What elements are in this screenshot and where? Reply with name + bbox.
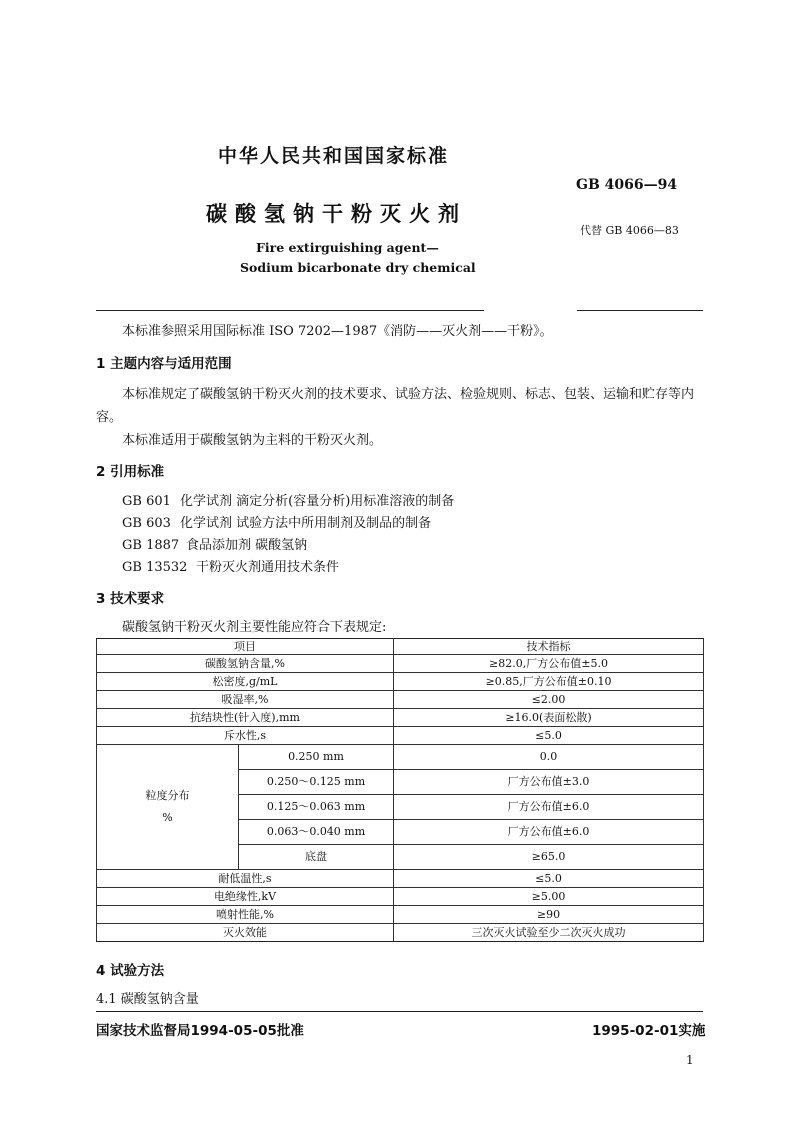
reference-item <box>122 556 339 575</box>
document-title: 碳酸氢钠干粉灭火剂 <box>206 202 467 226</box>
section-4-1-heading: 4.1 碳酸氢钠含量 <box>96 992 199 1007</box>
item-cell: 抗结块性(针入度),mm <box>97 709 394 727</box>
reference-code: GB 601 <box>122 494 171 509</box>
section-3-heading: 3 技术要求 <box>96 591 165 607</box>
english-title-line-1: Fire extirguishing agent— <box>256 240 439 255</box>
table-row <box>97 727 704 745</box>
reference-title: 食品添加剂 碳酸氢钠 <box>186 538 308 553</box>
spec-cell: ≥16.0(表面松散) <box>394 709 704 727</box>
standard-number: GB 4066—94 <box>576 177 678 193</box>
spec-cell: ≥5.00 <box>394 888 704 906</box>
size-cell: 底盘 <box>239 845 394 870</box>
footer-rule <box>96 1011 703 1012</box>
particle-unit-text: % <box>162 811 173 824</box>
technical-requirements-table <box>96 638 704 942</box>
table-row <box>97 691 704 709</box>
header-rule-right <box>577 310 703 311</box>
item-cell: 松密度,g/mL <box>97 673 394 691</box>
reference-item <box>122 490 454 509</box>
reference-title: 干粉灭火剂通用技术条件 <box>196 560 340 575</box>
reference-code: GB 603 <box>122 516 171 531</box>
item-cell: 喷射性能,% <box>97 906 394 924</box>
national-standard-title: 中华人民共和国国家标准 <box>218 145 450 167</box>
spec-cell: 0.0 <box>394 745 704 770</box>
item-cell: 电绝缘性,kV <box>97 888 394 906</box>
item-cell: 吸湿率,% <box>97 691 394 709</box>
particle-label-text: 粒度分布 <box>145 789 190 802</box>
size-cell: 0.125～0.063 mm <box>239 795 394 820</box>
section-2-heading: 2 引用标准 <box>96 464 165 480</box>
table-row <box>97 655 704 673</box>
spec-cell: ≤2.00 <box>394 691 704 709</box>
table-row <box>97 888 704 906</box>
english-title-line-2: Sodium bicarbonate dry chemical <box>240 260 476 275</box>
reference-title: 化学试剂 滴定分析(容量分析)用标准溶液的制备 <box>180 494 455 509</box>
spec-cell: 厂方公布值±6.0 <box>394 820 704 845</box>
intro-paragraph: 本标准参照采用国际标准 ISO 7202—1987《消防——灭火剂——干粉》。 <box>122 324 553 339</box>
section-1-paragraph-line-1: 本标准规定了碳酸氢钠干粉灭火剂的技术要求、试验方法、检验规则、标志、包装、运输和贮存等内 <box>122 387 695 402</box>
spec-cell: ≥82.0,厂方公布值±5.0 <box>394 655 704 673</box>
item-cell: 耐低温性,s <box>97 870 394 888</box>
table-row <box>97 673 704 691</box>
reference-title: 化学试剂 试验方法中所用制剂及制品的制备 <box>180 516 432 531</box>
section-1-paragraph-2: 本标准适用于碳酸氢钠为主料的干粉灭火剂。 <box>122 433 383 448</box>
size-cell: 0.250～0.125 mm <box>239 770 394 795</box>
column-header-item: 项目 <box>97 639 394 655</box>
spec-cell: 三次灭火试验至少二次灭火成功 <box>394 924 704 942</box>
item-cell: 灭火效能 <box>97 924 394 942</box>
spec-cell: 厂方公布值±3.0 <box>394 770 704 795</box>
replaces-note: 代替 GB 4066—83 <box>580 224 679 237</box>
size-cell: 0.250 mm <box>239 745 394 770</box>
table-row <box>97 870 704 888</box>
table-lead-text: 碳酸氢钠干粉灭火剂主要性能应符合下表规定: <box>122 620 387 635</box>
reference-code: GB 1887 <box>122 538 180 553</box>
page-number: 1 <box>686 1053 694 1067</box>
item-cell: 斥水性,s <box>97 727 394 745</box>
column-header-spec: 技术指标 <box>394 639 704 655</box>
size-cell: 0.063～0.040 mm <box>239 820 394 845</box>
spec-cell: ≥90 <box>394 906 704 924</box>
item-cell: 碳酸氢钠含量,% <box>97 655 394 673</box>
spec-cell: ≤5.0 <box>394 870 704 888</box>
reference-item <box>122 512 431 531</box>
spec-cell: ≥0.85,厂方公布值±0.10 <box>394 673 704 691</box>
table-row <box>97 745 704 770</box>
table-row <box>97 924 704 942</box>
spec-cell: 厂方公布值±6.0 <box>394 795 704 820</box>
reference-code: GB 13532 <box>122 560 188 575</box>
spec-cell: ≥65.0 <box>394 845 704 870</box>
table-row <box>97 906 704 924</box>
section-1-paragraph-line-2: 容。 <box>96 410 123 425</box>
table-row <box>97 709 704 727</box>
approval-statement: 国家技术监督局1994-05-05批准 <box>96 1023 304 1039</box>
header-rule-left <box>96 310 484 311</box>
section-4-heading: 4 试验方法 <box>96 963 165 979</box>
particle-distribution-label <box>97 745 239 870</box>
spec-cell: ≤5.0 <box>394 727 704 745</box>
section-1-heading: 1 主题内容与适用范围 <box>96 356 232 372</box>
effective-date: 1995-02-01实施 <box>592 1023 706 1039</box>
reference-item <box>122 534 307 553</box>
